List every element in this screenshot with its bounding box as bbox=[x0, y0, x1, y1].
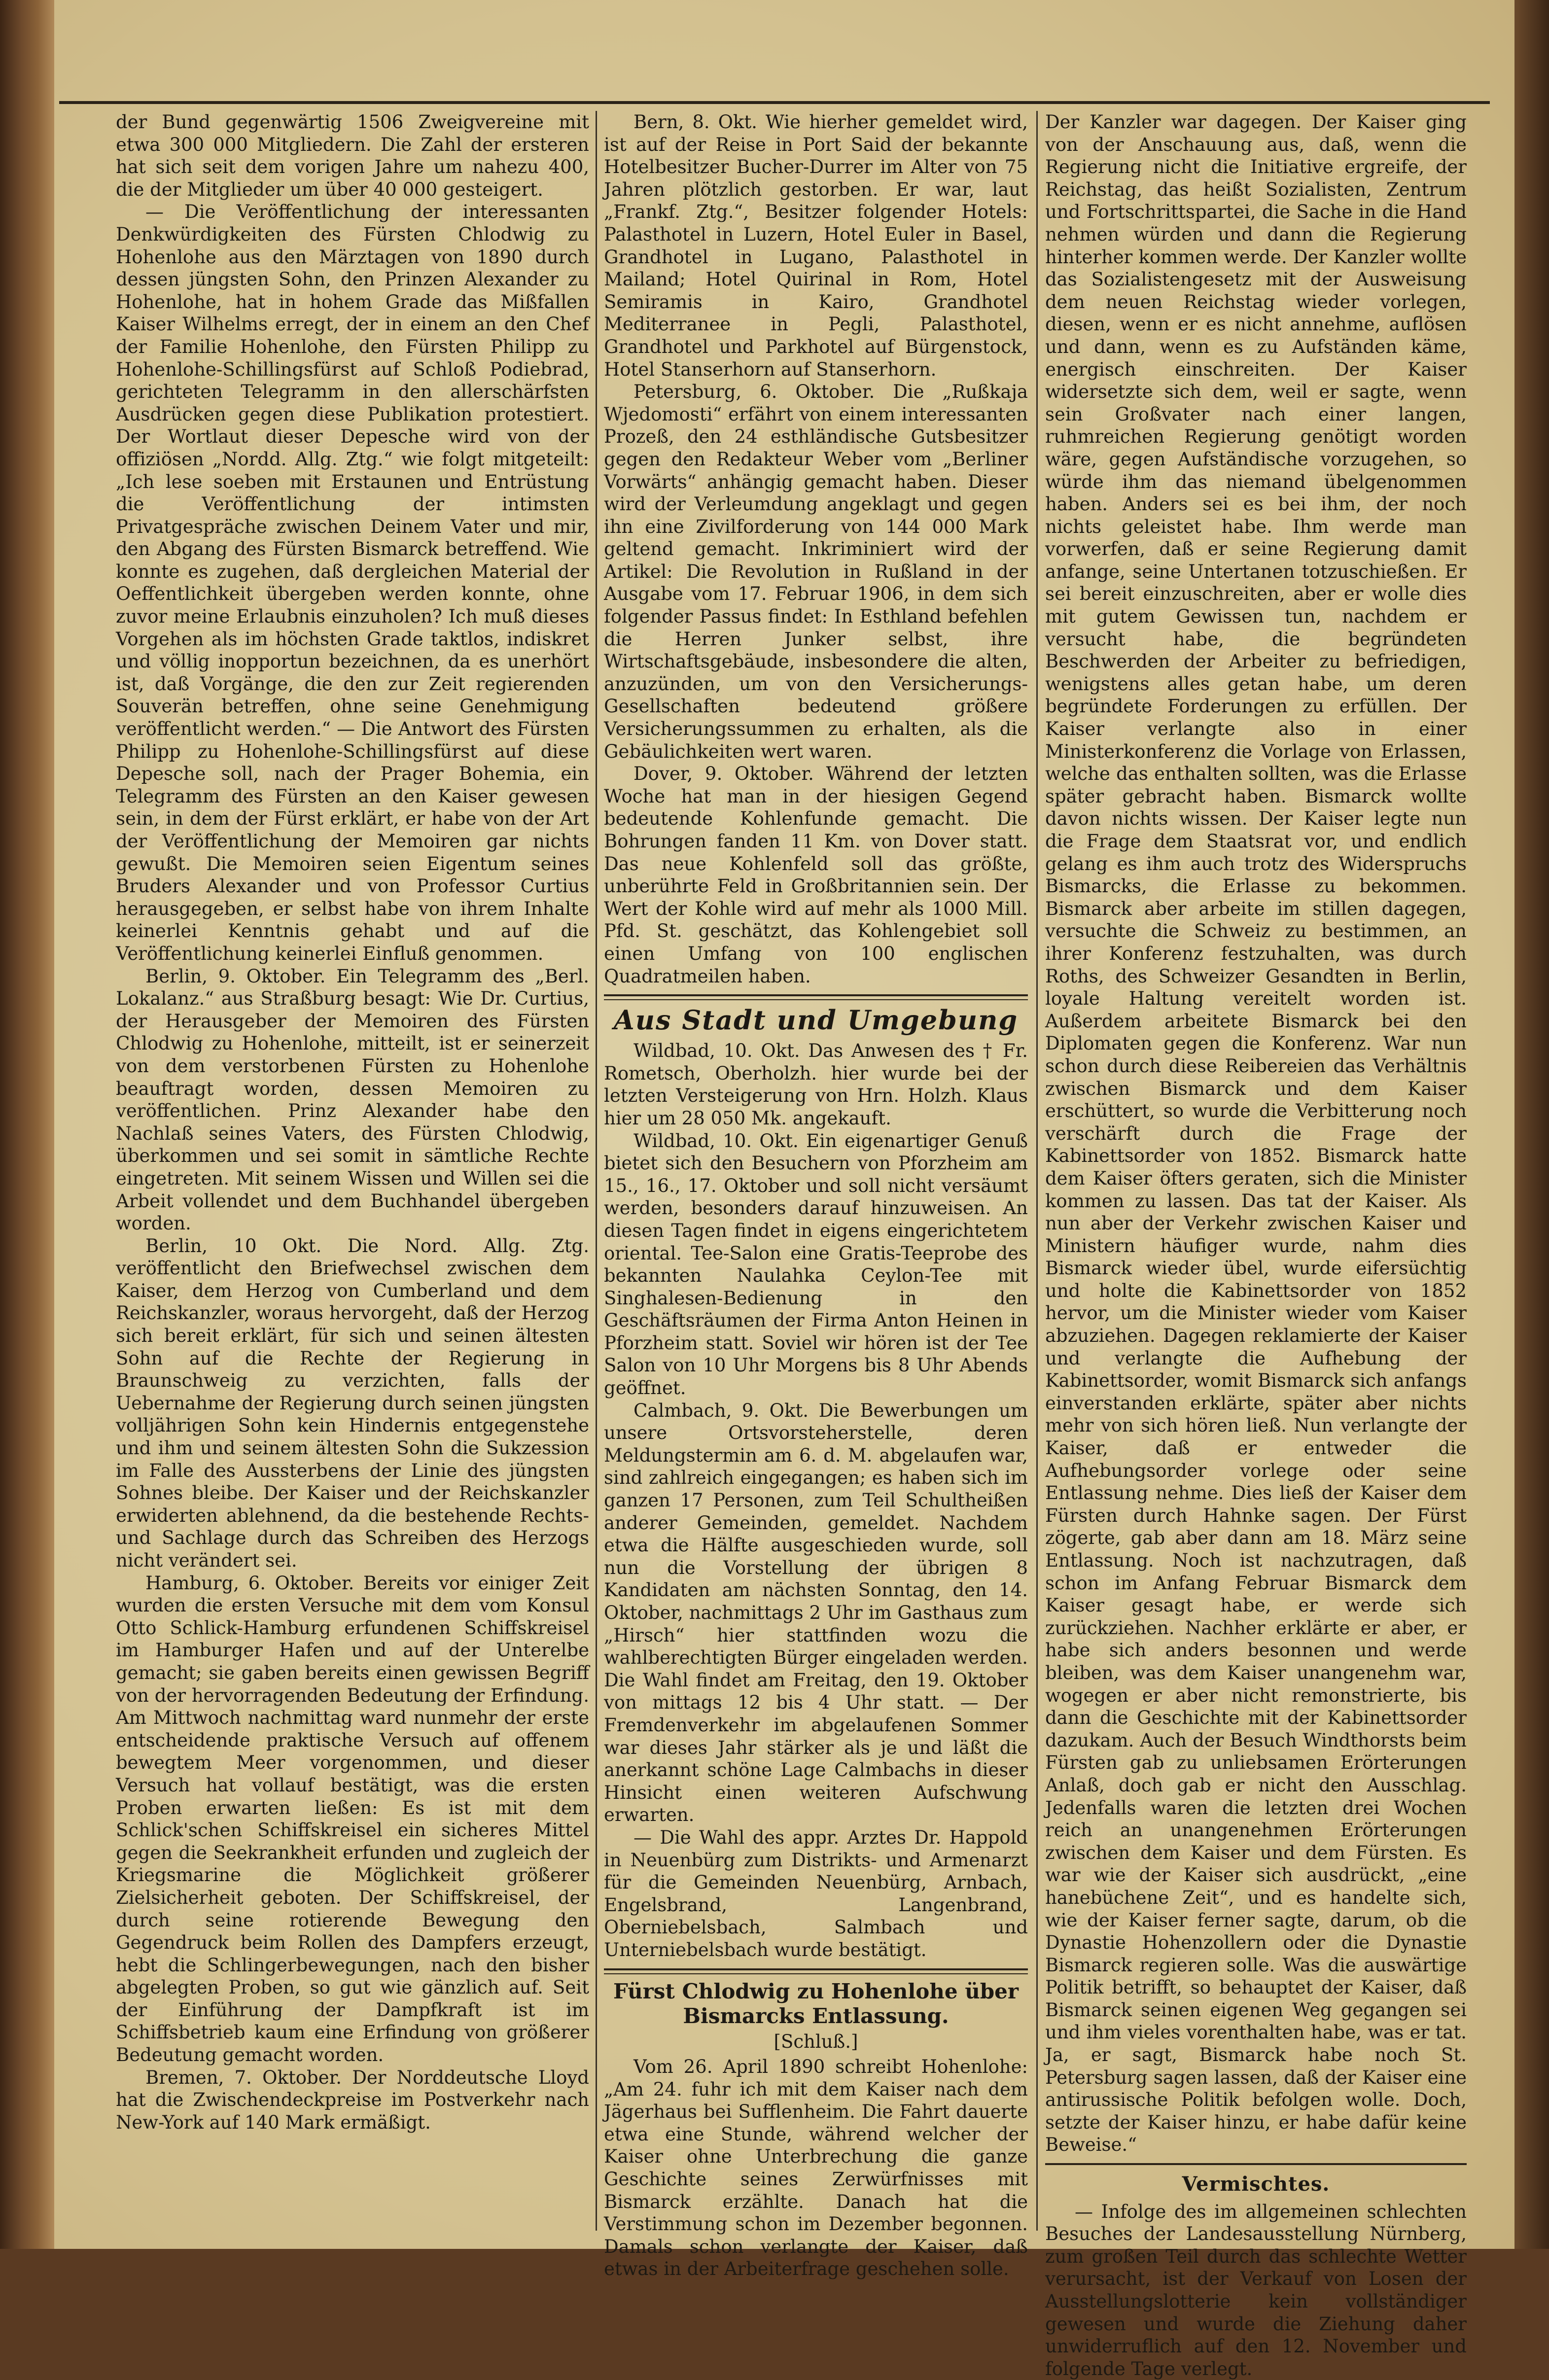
article-paragraph: Vom 26. April 1890 schreibt Hohenlohe: „Am 24. fuhr ich mit dem Kaiser nach dem Jägerhaus bei Sufflenheim. Die Fahrt dauerte etwa eine Stunde, während welcher der Kaiser ohne Unterbrechung die ganze Geschichte seines Zerwürfnisses mit Bismarck erzählte. Danach hat die Verstimmung schon im Dezember begonnen. Damals schon verlangte der Kaiser, daß etwas in der Arbeiterfrage geschehen solle. bbox=[604, 2056, 1028, 2280]
article-paragraph: — Die Wahl des appr. Arztes Dr. Happold in Neuenbürg zum Distrikts- und Armenarzt für die Gemeinden Neuenbürg, Arnbach, Engelsbrand, Langenbrand, Oberniebelsbach, Salmbach und Unterniebelsbach wurde bestätigt. bbox=[604, 1826, 1028, 1960]
article-paragraph: Petersburg, 6. Oktober. Die „Rußkaja Wjedomosti“ erfährt von einem interessanten Prozeß, den 24 esthländische Gutsbesitzer gegen den Redakteur Weber vom „Berliner Vorwärts“ anhängig gemacht haben. Dieser wird der Verleumdung angeklagt und gegen ihn eine Zivilforderung von 144 000 Mark geltend gemacht. Inkriminiert wird der Artikel: Die Revolution in Rußland in der Ausgabe vom 17. Februar 1906, in dem sich folgender Passus findet: In Esthland befehlen die Herren Junker selbst, ihre Wirtschaftsgebäude, insbesondere die alten, anzuzünden, um von den Versicherungs-Gesellschaften bedeutend größere Versicherungssummen zu erhalten, als die Gebäulichkeiten wert waren. bbox=[604, 381, 1028, 762]
article-paragraph: — Die Veröffentlichung der interessanten Denkwürdigkeiten des Fürsten Chlodwig zu Hohenlohe aus den Märztagen von 1890 durch dessen jüngsten Sohn, den Prinzen Alexander zu Hohenlohe, hat in hohem Grade das Mißfallen Kaiser Wilhelms erregt, der in einem an den Chef der Familie Hohenlohe, den Fürsten Philipp zu Hohenlohe-Schillingsfürst auf Schloß Podiebrad, gerichteten Telegramm in den allerschärfsten Ausdrücken gegen diese Publikation protestiert. Der Wortlaut dieser Depesche wird von der offiziösen „Nordd. Allg. Ztg.“ wie folgt mitgeteilt: „Ich lese soeben mit Erstaunen und Entrüstung die Veröffentlichung der intimsten Privatgespräche zwischen Deinem Vater und mir, den Abgang des Fürsten Bismarck betreffend. Wie konnte es zugehen, daß dergleichen Material der Oeffentlichkeit übergeben werden konnte, ohne zuvor meine Erlaubnis einzuholen? Ich muß dieses Vorgehen als im höchsten Grade taktlos, indiskret und völlig inopportun bezeichnen, da es unerhört ist, daß Vorgänge, die den zur Zeit regierenden Souverän betreffen, ohne seine Genehmigung veröffentlicht werden.“ — Die Antwort des Fürsten Philipp zu Hohenlohe-Schillingsfürst auf diese Depesche soll, nach der Prager Bohemia, ein Telegramm des Fürsten an den Kaiser gewesen sein, in dem der Fürst erklärt, er habe von der Art der Veröffentlichung der Memoiren gar nichts gewußt. Die Memoiren seien Eigentum seines Bruders Alexander und von Professor Curtius herausgegeben, er selbst habe von ihrem Inhalte keinerlei Kenntnis gehabt und auf die Veröffentlichung keinerlei Einfluß genommen. bbox=[116, 201, 589, 964]
article-paragraph: der Bund gegenwärtig 1506 Zweigvereine mit etwa 300 000 Mitgliedern. Die Zahl der ersteren hat sich seit dem vorigen Jahre um nahezu 400, die der Mitglieder um über 40 000 gesteigert. bbox=[116, 111, 589, 200]
section-heading: Vermischtes. bbox=[1182, 2172, 1330, 2196]
continuation-note: [Schluß.] bbox=[774, 2030, 858, 2052]
article-paragraph: — Infolge des im allgemeinen schlechten Besuches der Landesausstellung Nürnberg, zum großen Teil durch das schlechte Wetter verursacht, ist der Verkauf von Losen der Ausstellungslotterie kein vollständiger gewesen und wurde die Ziehung daher unwiderruflich auf den 12. November und folgende Tage verlegt. bbox=[1045, 2201, 1467, 2380]
column-divider-1 bbox=[596, 111, 597, 2231]
article-paragraph: Der Kanzler war dagegen. Der Kaiser ging von der Anschauung aus, daß, wenn die Regierung nicht die Initiative ergreife, der Reichstag, das heißt Sozialisten, Zentrum und Fortschrittspartei, die Sache in die Hand nehmen würden und dann die Regierung hinterher kommen werde. Der Kanzler wollte das Sozialistengesetz mit der Ausweisung dem neuen Reichstag wieder vorlegen, diesen, wenn er es nicht annehme, auflösen und dann, wenn es zu Aufständen käme, energisch einschreiten. Der Kaiser widersetzte sich dem, weil er sagte, wenn sein Großvater nach einer langen, ruhmreichen Regierung genötigt worden wäre, gegen Aufständische vorzugehen, so würde ihm das niemand übelgenommen haben. Anders sei es bei ihm, der noch nichts geleistet habe. Ihm werde man vorwerfen, daß er seine Regierung damit anfange, seine Untertanen totzuschießen. Er sei bereit einzuschreiten, aber er wolle dies mit gutem Gewissen tun, nachdem er versucht habe, die begründeten Beschwerden der Arbeiter zu befriedigen, wenigstens alles getan habe, um deren begründete Forderungen zu erfüllen. Der Kaiser verlangte also in einer Ministerkonferenz die Vorlage von Erlassen, welche das enthalten sollten, was die Erlasse später gebracht haben. Bismarck wollte davon nichts wissen. Der Kaiser legte nun die Frage dem Staatsrat vor, und endlich gelang es ihm auch trotz des Widerspruchs Bismarcks, die Erlasse zu bekommen. Bismarck aber arbeite im stillen dagegen, versuchte die Schweiz zu bestimmen, an ihrer Konferenz festzuhalten, was durch Roths, des Schweizer Gesandten in Berlin, loyale Haltung vereitelt worden ist. Außerdem arbeitete Bismarck bei den Diplomaten gegen die Konferenz. War nun schon durch diese Reibereien das Verhältnis zwischen Bismarck und dem Kaiser erschüttert, so wurde die Verbitterung noch verschärft durch die Frage der Kabinettsorder von 1852. Bismarck hatte dem Kaiser öfters geraten, sich die Minister kommen zu lassen. Das tat der Kaiser. Als nun aber der Verkehr zwischen Kaiser und Ministern häufiger wurde, nahm dies Bismarck wieder übel, wurde eifersüchtig und holte die Kabinettsorder von 1852 hervor, um die Minister wieder vom Kaiser abzuziehen. Dagegen reklamierte der Kaiser und verlangte die Aufhebung der Kabinettsorder, womit Bismarck sich anfangs einverstanden erklärte, später aber nichts mehr von sich hören ließ. Nun verlangte der Kaiser, daß er entweder die Aufhebungsorder vorlege oder seine Entlassung nehme. Dies ließ der Kaiser dem Fürsten durch Hahnke sagen. Der Fürst zögerte, gab aber dann am 18. März seine Entlassung. Noch ist nachzutragen, daß schon im Anfang Februar Bismarck dem Kaiser gesagt habe, er werde sich zurückziehen. Nachher erklärte er aber, er habe sich anders besonnen und werde bleiben, was dem Kaiser unangenehm war, wogegen er aber nicht remonstrierte, bis dann die Geschichte mit der Kabinettsorder dazukam. Auch der Besuch Windthorsts beim Fürsten gab zu unliebsamen Erörterungen Anlaß, doch gab er nicht den Ausschlag. Jedenfalls waren die letzten drei Wochen reich an unangenehmen Erörterungen zwischen dem Kaiser und dem Fürsten. Es war wie der Kaiser sich ausdrückt, „eine hanebüchene Zeit“, und es handelte sich, wie der Kaiser ferner sagte, darum, ob die Dynastie Hohenzollern oder die Dynastie Bismarck regieren solle. Was die auswärtige Politik betrifft, so behauptet der Kaiser, daß Bismarck seinen eigenen Weg gegangen sei und ihm vieles vorenthalten habe, was er tat. Ja, er sagt, Bismarck habe noch St. Petersburg sagen lassen, daß der Kaiser eine antirussische Politik befolgen wolle. Doch, setzte der Kaiser hinzu, er habe dafür keine Beweise.“ bbox=[1045, 111, 1467, 2156]
article-paragraph: Bremen, 7. Oktober. Der Norddeutsche Lloyd hat die Zwischendeckpreise im Postverkehr nach New-York auf 140 Mark ermäßigt. bbox=[116, 2066, 589, 2133]
article-heading: Fürst Chlodwig zu Hohenlohe über Bismarcks Entlassung. bbox=[613, 1979, 1019, 2028]
article-paragraph: Hamburg, 6. Oktober. Bereits vor einiger Zeit wurden die ersten Versuche mit dem vom Konsul Otto Schlick-Hamburg erfundenen Schiffskreisel im Hamburger Hafen und auf der Unterelbe gemacht; sie gaben bereits einen gewissen Begriff von der hervorragenden Bedeutung der Erfindung. Am Mittwoch nachmittag ward nunmehr der erste entscheidende praktische Versuch auf offenem bewegtem Meer vorgenommen, und dieser Versuch hat vollauf bestätigt, was die ersten Proben erwarten ließen: Es ist mit dem Schlick'schen Schiffskreisel ein sicheres Mittel gegen die Seekrankheit erfunden und zugleich der Kriegsmarine die Möglichkeit größerer Zielsicherheit geboten. Der Schiffskreisel, der durch seine rotierende Bewegung den Gegendruck beim Rollen des Dampfers erzeugt, hebt die Schlingerbewegungen, nach den bisher abgelegten Proben, so gut wie gänzlich auf. Seit der Einführung der Dampfkraft ist im Schiffsbetrieb kaum eine Erfindung von größerer Bedeutung gemacht worden. bbox=[116, 1572, 589, 2066]
column-2 bbox=[604, 111, 1028, 2280]
article-paragraph: Wildbad, 10. Okt. Das Anwesen des † Fr. Rometsch, Oberholzh. hier wurde bei der letzten Versteigerung von Hrn. Holzh. Klaus hier um 28 050 Mk. angekauft. bbox=[604, 1040, 1028, 1129]
book-binding bbox=[0, 0, 54, 2249]
article-paragraph: Dover, 9. Oktober. Während der letzten Woche hat man in der hiesigen Gegend bedeutende Kohlenfunde gemacht. Die Bohrungen fanden 11 Km. von Dover statt. Das neue Kohlenfeld soll das größte, unberührte Feld in Großbritannien sein. Der Wert der Kohle wird auf mehr als 1000 Mill. Pfd. St. geschätzt, das Kohlengebiet soll einen Umfang von 100 englischen Quadratmeilen haben. bbox=[604, 763, 1028, 987]
article-paragraph: Bern, 8. Okt. Wie hierher gemeldet wird, ist auf der Reise in Port Said der bekannte Hotelbesitzer Bucher-Durrer im Alter von 75 Jahren plötzlich gestorben. Er war, laut „Frankf. Ztg.“, Besitzer folgender Hotels: Palasthotel in Luzern, Hotel Euler in Basel, Grandhotel in Lugano, Palasthotel in Mailand; Hotel Quirinal in Rom, Hotel Semiramis in Kairo, Grandhotel Mediterranee in Pegli, Palasthotel, Grandhotel und Parkhotel auf Bürgenstock, Hotel Stanserhorn auf Stanserhorn. bbox=[604, 111, 1028, 380]
article-paragraph: Berlin, 9. Oktober. Ein Telegramm des „Berl. Lokalanz.“ aus Straßburg besagt: Wie Dr. Curtius, der Herausgeber der Memoiren des Fürsten Chlodwig zu Hohenlohe, mitteilt, ist er seinerzeit von dem verstorbenen Fürsten zu Hohenlohe beauftragt worden, dessen Memoiren zu veröffentlichen. Prinz Alexander habe den Nachlaß seines Vaters, des Fürsten Chlodwig, überkommen und sei somit in sämtliche Rechte eingetreten. Mit seinem Wissen und Willen sei die Arbeit vollendet und dem Buchhandel übergeben worden. bbox=[116, 965, 589, 1234]
column-divider-2 bbox=[1036, 111, 1038, 2231]
section-heading: Aus Stadt und Umgebung bbox=[613, 1004, 1019, 1036]
top-rule bbox=[59, 101, 1490, 104]
column-3 bbox=[1045, 111, 1467, 2380]
article-paragraph: Berlin, 10 Okt. Die Nord. Allg. Ztg. veröffentlicht den Briefwechsel zwischen dem Kaiser, dem Herzog von Cumberland und dem Reichskanzler, woraus hervorgeht, daß der Herzog sich bereit erklärt, für sich und seinen ältesten Sohn auf die Rechte der Regierung in Braunschweig zu verzichten, falls der Uebernahme der Regierung durch seinen jüngsten volljährigen Sohn kein Hindernis entgegenstehe und ihm und seinem ältesten Sohn die Sukzession im Falle des Aussterbens der Linie des jüngsten Sohnes bleibe. Der Kaiser und der Reichskanzler erwiderten ablehnend, da die bestehende Rechts- und Sachlage durch das Schreiben des Herzogs nicht verändert sei. bbox=[116, 1235, 589, 1571]
article-paragraph: Calmbach, 9. Okt. Die Bewerbungen um unsere Ortsvorsteherstelle, deren Meldungstermin am 6. d. M. abgelaufen war, sind zahlreich eingegangen; es haben sich im ganzen 17 Personen, zum Teil Schultheißen anderer Gemeinden, gemeldet. Nachdem etwa die Hälfte ausgeschieden wurde, soll nun die Vorstellung der übrigen 8 Kandidaten am nächsten Sonntag, den 14. Oktober, nachmittags 2 Uhr im Gasthaus zum „Hirsch“ hier stattfinden wozu die wahlberechtigten Bürger eingeladen werden. Die Wahl findet am Freitag, den 19. Oktober von mittags 12 bis 4 Uhr statt. — Der Fremdenverkehr im abgelaufenen Sommer war dieses Jahr stärker als je und läßt die anerkannt schöne Lage Calmbachs in dieser Hinsicht einen weiteren Aufschwung erwarten. bbox=[604, 1400, 1028, 1826]
section-rule bbox=[604, 1968, 1028, 1974]
article-paragraph: Wildbad, 10. Okt. Ein eigenartiger Genuß bietet sich den Besuchern von Pforzheim am 15., 16., 17. Oktober und soll nicht versäumt werden, besonders darauf hinzuweisen. An diesen Tagen findet in eigens eingerichtetem oriental. Tee-Salon eine Gratis-Teeprobe des bekannten Naulahka Ceylon-Tee mit Singhalesen-Bedienung in den Geschäftsräumen der Firma Anton Heinen in Pforzheim statt. Soviel wir hören ist der Tee Salon von 10 Uhr Morgens bis 8 Uhr Abends geöffnet. bbox=[604, 1130, 1028, 1399]
page-edge bbox=[1514, 0, 1549, 2249]
section-rule bbox=[1045, 2163, 1467, 2165]
column-1 bbox=[116, 111, 589, 2226]
section-rule bbox=[604, 994, 1028, 1000]
